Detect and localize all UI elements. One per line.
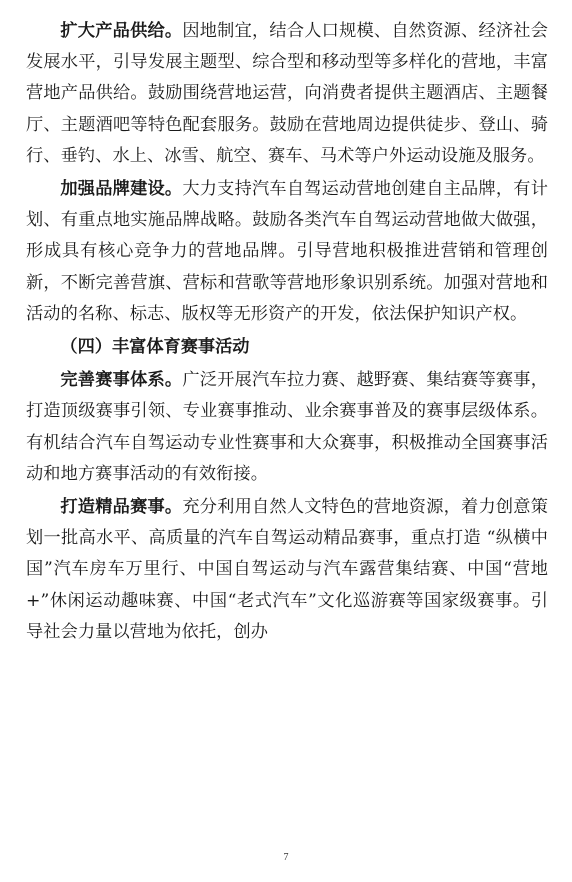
paragraph-lead: 加强品牌建设。 [60, 179, 183, 200]
paragraph-body: 广泛开展汽车拉力赛、越野赛、集结赛等赛事，打造顶级赛事引领、专业赛事推动、业余赛事普及的赛事层级体系。有机结合汽车自驾运动专业性赛事和大众赛事，积极推动全国赛事活动和地方赛事活动的有效衔接。 [26, 370, 548, 484]
section-heading: （四）丰富体育赛事活动 [60, 337, 250, 358]
paragraph-brand-building [26, 174, 548, 330]
paragraph-lead: 完善赛事体系。 [60, 370, 183, 391]
page-number: 7 [283, 852, 289, 863]
paragraph-body: 大力支持汽车自驾运动营地创建自主品牌，有计划、有重点地实施品牌战略。鼓励各类汽车自驾运动营地做大做强，形成具有核心竞争力的营地品牌。引导营地积极推进营销和管理创新，不断完善营旗、营标和营歌等营地形象识别系统。加强对营地和活动的名称、标志、版权等无形资产的开发，依法保护知识产权。 [26, 179, 548, 324]
paragraph-lead: 打造精品赛事。 [60, 497, 183, 518]
paragraph-body: 充分利用自然人文特色的营地资源，着力创意策划一批高水平、高质量的汽车自驾运动精品赛事，重点打造 “纵横中国”汽车房车万里行、中国自驾运动与汽车露营集结赛、中国“营地+”休闲运动趣味赛、中国“老式汽车”文化巡游赛等国家级赛事。引导社会力量以营地为依托，创办 [26, 497, 548, 642]
document-page [26, 16, 548, 648]
paragraph-lead: 扩大产品供给。 [60, 21, 183, 41]
paragraph-expand-supply [26, 16, 548, 172]
paragraph-premium-events [26, 492, 548, 648]
paragraph-event-system [26, 365, 548, 490]
paragraph-body: 因地制宜，结合人口规模、自然资源、经济社会发展水平，引导发展主题型、综合型和移动型等多样化的营地，丰富营地产品供给。鼓励围绕营地运营，向消费者提供主题酒店、主题餐厅、主题酒吧等特色配套服务。鼓励在营地周边提供徒步、登山、骑行、垂钓、水上、冰雪、航空、赛车、马术等户外运动设施及服务。 [26, 21, 548, 166]
